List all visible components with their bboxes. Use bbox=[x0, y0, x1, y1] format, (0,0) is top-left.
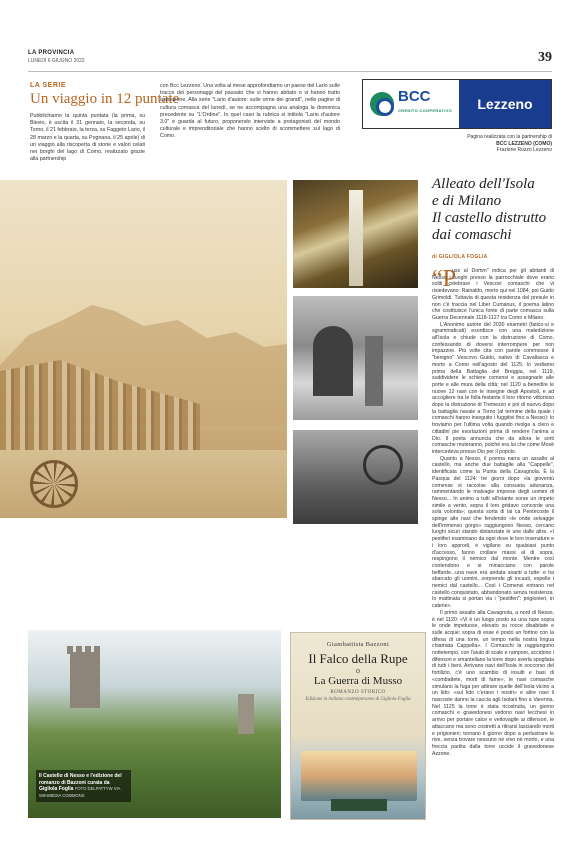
page-number: 39 bbox=[538, 50, 552, 65]
publisher-logo bbox=[331, 799, 387, 811]
book-cover-scene bbox=[301, 751, 417, 801]
sponsor-note-line1: Pagina realizzata con la partnership di bbox=[467, 134, 552, 140]
caption-credit: FOTO DELPATTYW VIA WIKIMEDIA COMMONS bbox=[39, 786, 121, 798]
waterfall-painting-image bbox=[293, 180, 418, 288]
serie-intro-1: Pubblichiamo la quinta puntata (la prima, su Blevio, è uscita il 31 gennaio, la seconda, su Torno, il 21 febbraio, la terza, su Faggeto Lario, il 28 marzo e la quarta, su Pognana, il 25 aprile) di un viaggio alla riscoperta di storie e valori celati nei borghi del lago di Como, realizzato grazie alla partnership bbox=[30, 113, 145, 163]
mill-wheel-shape bbox=[363, 445, 403, 485]
book-type: ROMANZO STORICO bbox=[330, 690, 386, 695]
ruin-tower-shape bbox=[238, 694, 254, 734]
bcc-logo-area bbox=[363, 80, 459, 128]
bcc-label: BCC bbox=[397, 88, 431, 105]
article-paragraph: Quanto a Nesso, il poema narra un assalto al castello, ma anche due battaglie alla "Cappelle", identificata come la Punta della Cavagnola. È la Pasqua del 1124: tre giorni dopo «la gioventù comense si raccolse alla consueta adunanza, rammentando le malvagie imprese degli uomini di Nesso... In animo a tutti all'istante sorse un impeto simile a vento, sopra il loro gridavo concorde una sola volontà»; questa sorta di lai ca Pentecoste li spinge alle navi che fendendo «le onde selvagge dell'immenso gorgo» raggiungono Nesso, cercano luoghi sicuri stando distanziate le une dalle altre. «I pestiferi esaminano da ogni dove le loro insenature e i loro approdi, e vigilano su qualsiasi punto d'accesso, fanno crollare massi al di sopra, respingono il nemico dal monte. Mentre così contendono e si minacciano con parole beffarde...una nave era andata avanti a tutte: e ha sbarcato gli uomini, sorprende gli incauti, espelle i nemici dal castello... Così i Comensi entrano nel castello conquistato, abbandonato senza resistenza. In mattinata si portan via i "pestiferi": prigionieri, in catene». bbox=[432, 455, 554, 610]
lezzeno-label: Lezzeno bbox=[459, 80, 551, 128]
drop-cap: “P bbox=[432, 266, 456, 292]
water-wheel-shape bbox=[30, 460, 78, 508]
sponsor-note-line2: BCC LEZZENO (COMO) bbox=[496, 140, 552, 147]
headline-line-3: Il castello distrutto bbox=[432, 210, 547, 226]
mill-photo bbox=[293, 430, 418, 524]
sponsor-note bbox=[467, 134, 552, 154]
headline-line-4: dai comaschi bbox=[432, 227, 512, 243]
caption-text: Il Castello di Nesso e l'edizione del romanzo di Bazzoni curata da Gigliola Foglia bbox=[39, 773, 122, 792]
article-paragraph: uss al Domm" indica per gli abitanti di Nesso i luoghi presso la parrocchiale dove erano soliti celebrare i Vescovi comaschi che vi risiedevano: Rainaldo, morto qui nel 1084, poi Guido Grimoldi. Tuttavia di questa residenza del presule in non c'è traccia nel Liber Cumanus, il poema latino che costituisce l'unica fonte di parte comasca sulla Guerra Decennale 1118-1127 tra Como e Milano. bbox=[432, 268, 554, 321]
castle-tower-shape bbox=[70, 652, 100, 708]
headline-line-1: Alleato dell'Isola bbox=[432, 176, 535, 192]
photo-caption bbox=[36, 770, 131, 802]
hero-engraving-image bbox=[0, 180, 287, 518]
serie-tag: LA SERIE bbox=[30, 82, 67, 89]
article-paragraph: L'Anonimo autore del 2030 esametri (fatico-si e sgrammaticati) esordisce con una maledizione all'Isola e chiude con la distruzione di Como, confessando di doversi interrompere per non impazzire. Più volte cita con parole commosse il "benigno" Vescovo Guido, nativo di Cavallasca e morto a Como nell'agosto del 1125: lo vediamo prima della Battaglia del Breggia, nel 1119, suddividere le schiere comensi e assegnarle alle porte e alle mura della città; nel 1120 a benedire le nuove 12 navi con le insegne degli Apostoli, e ad accogliere tra le folla festante il loro ritorno vittorioso dopo la distruzione di Tremezzo e poi di nuovo dopo la battaglia navale a Torno (al termine della quale i comaschi hanno inseguito i fuggitivi fino a Nesso): lo troviamo per l'ultima volta quando rivolge a clero e cittadini pie esortazioni prima di rendere l'anima a Dio. Il poeta annuncia che da allora le sorti comasche muteranno, poiché era lui che come Mosè intercedeva presso Dio per il popolo. bbox=[432, 321, 554, 455]
bcc-logo-icon bbox=[370, 92, 394, 116]
serie-intro-2: con Bcc Lezzeno. Una volta al mese approfondiamo un paese del Lario sulle tracce dei personaggi del passato che vi hanno abitato o vi hanno tratto ispirazione. Alla serie "Lario d'autore: sulle orme dei grandi", nelle pagine di cultura comasca del lunedì, se ne accompagna una analoga la domenica precedente su "L'Ordine". In quel caso la rubrica si intitola "Lario d'autore 3.0" e guarda al futuro, proponendo interviste a protagonisti del mondo culturale e imprenditoriale che hanno scelto di scommettere sul lago di Como. bbox=[160, 83, 340, 140]
book-subtitle: La Guerra di Musso bbox=[313, 675, 403, 687]
fountain-shape bbox=[365, 336, 383, 406]
headline-line-2: e di Milano bbox=[432, 193, 502, 209]
sponsor-banner[interactable] bbox=[362, 79, 552, 129]
newspaper-name: LA PROVINCIA bbox=[28, 50, 75, 56]
bcc-wordmark bbox=[398, 90, 452, 118]
bcc-sub: CREDITO COOPERATIVO bbox=[397, 108, 452, 113]
masthead bbox=[28, 50, 552, 72]
book-edition: Edizione in italiano contemporaneo di Gigliola Foglia bbox=[305, 697, 411, 702]
waterfall-shape bbox=[349, 190, 363, 286]
serie-title: Un viaggio in 12 puntate bbox=[30, 91, 180, 107]
book-author: Giambattista Bazzoni bbox=[326, 641, 390, 648]
article-byline: di GIGLIOLA FOGLIA bbox=[432, 254, 488, 260]
arch-shape bbox=[313, 326, 353, 396]
book-title: Il Falco della Rupe bbox=[308, 651, 408, 666]
article-body bbox=[432, 268, 554, 757]
village-square-photo bbox=[293, 296, 418, 420]
book-or: o bbox=[356, 666, 360, 675]
article-headline bbox=[432, 176, 558, 244]
issue-date: LUNEDÌ 6 GIUGNO 2022 bbox=[28, 58, 85, 64]
article-paragraph: Il primo assalto alla Cavagnola, a nord di Nesso, è nel 1120: «Vi è un luogo posto su una rupe sopra le onde impetuose, elevato su rocce disabitate e sulle acque; sopra di esse è posto un fortino con la difesa di una torre, un tempo nella nostra lingua chiamata Cappella». I Comaschi la raggiungono nottetempo, con l'aiuto di scale e ramponi, uccidono i difensori e smantellano la torre dopo averla spogliata di tutti i beni. Arrivano navi dell'Isola in soccorso del fortilizio, c'è uno scambio di insulti e basi di «combattete, morti di fame», le navi comasche simulano la fuga per attirare quelle dell'Isola vicino a un lido: «sul lido c'erano i nostri» e altre navi li nascoste danno la caccia agli Isolani fino a Varenna. Nel 1125 la torre è stata ricostruita, un giorno comaschi e gravedonesi vedono navi lecchesi in arrivo per portare calce e vettovaglie ai difensori, le attaccano ma sono costretti a ritirarsi lasciando morti e prigionieri; tornano il giorno dopo a perlustrare le rive, senza trovare nessuno né vivo né morto, e una freccia partita dalla torre uccide il gravedonese Azzone. bbox=[432, 609, 554, 757]
book-cover bbox=[290, 632, 426, 820]
sponsor-note-line3: Frazione Rozzo Lezzeno bbox=[496, 147, 552, 153]
